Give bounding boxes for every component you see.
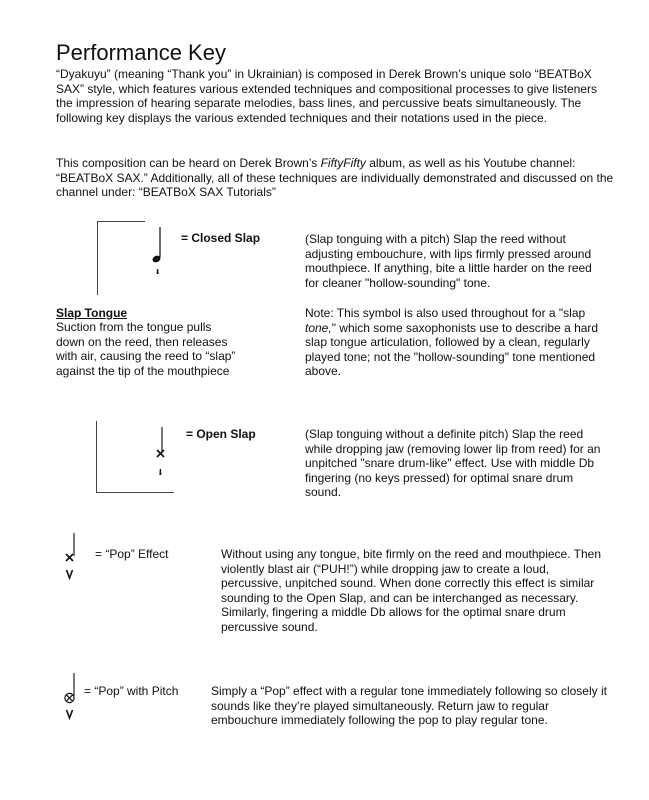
pop-with-pitch-note-icon <box>60 670 80 724</box>
open-slap-note-icon <box>150 425 170 481</box>
listen-text-2: album, as well as his Youtube channel: “BEATBoX SAX.” Additionally, all of these techniques are individually demonstrated and discussed on the channel under: “BEATBoX SAX Tutorials” <box>56 156 614 199</box>
closed-slap-note-icon <box>150 225 170 275</box>
note-text-2: " which some saxophonists use to describe a hard slap tongue articulation, followed by a clean, regularly played tone; not the "hollow-sounding" tone mentioned above. <box>305 320 599 378</box>
page-title: Performance Key <box>56 40 226 65</box>
pop-effect-label: = “Pop” Effect <box>95 547 169 561</box>
open-slap-label: = Open Slap <box>186 427 256 441</box>
listen-paragraph <box>56 156 616 200</box>
slap-tongue-body: Suction from the tongue pulls down on the reed, then releases with air, causing the reed to “slap” against the tip of the mouthpiece <box>56 320 236 378</box>
bracket-left-line <box>97 221 98 295</box>
bracket-top-line <box>97 221 145 222</box>
slap-tongue-heading: Slap Tongue <box>56 306 128 320</box>
closed-slap-label: = Closed Slap <box>181 231 261 245</box>
pop-with-pitch-description: Simply a “Pop” effect with a regular tone immediately following so closely it sounds like they’re played simultaneously. Return jaw to regular embouchure immediately following the pop to play regular tone. <box>211 684 607 727</box>
pop-effect-description: Without using any tongue, bite firmly on the reed and mouthpiece. Then violently blast air (“PUH!”) while dropping jaw to create a loud, percussive, unpitched sound. When done correctly this effect is similar sounding to the Open Slap, and can be interchanged as necessary. Similarly, fingering a middle Db allows for the optimal snare drum percussive sound. <box>221 547 602 634</box>
bracket-bottom-line <box>96 492 174 493</box>
bracket-left-line-2 <box>96 421 97 493</box>
note-text-1: Note: This symbol is also used throughout for a "slap <box>305 306 586 320</box>
pop-effect-note-icon <box>60 530 80 584</box>
closed-slap-note <box>305 306 605 379</box>
closed-slap-description: (Slap tonguing with a pitch) Slap the reed without adjusting embouchure, with lips firmly pressed around mouthpiece. If anything, bite a little harder on the reed for cleaner "hollow-sounding" tone. <box>305 232 592 290</box>
album-title: FiftyFifty <box>320 156 366 170</box>
open-slap-description: (Slap tonguing without a definite pitch) Slap the reed while dropping jaw (removing lower lip from reed) for an unpitched "snare drum-like" effect. Use with middle Db fingering (no keys pressed) for optimal snare drum sound. <box>305 427 601 499</box>
pop-with-pitch-label: = “Pop” with Pitch <box>84 684 179 698</box>
intro-paragraph: “Dyakuyu” (meaning “Thank you” in Ukrainian) is composed in Derek Brown’s unique solo “BEATBoX SAX” style, which features various extended techniques and compositional processes to give listeners the impression of hearing separate melodies, bass lines, and percussive beats simultaneously. The following key displays the various extended techniques and their notations used in the piece. <box>56 67 597 125</box>
note-italic: tone, <box>305 320 332 335</box>
listen-text-1: This composition can be heard on Derek Brown’s <box>56 156 321 170</box>
